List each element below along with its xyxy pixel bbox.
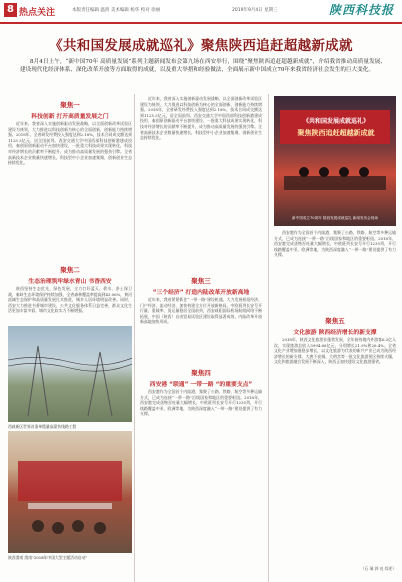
- section-heading-2: 聚焦二: [60, 266, 80, 274]
- section-subheading-1: 科技创新 打开高质量发展之门: [31, 114, 109, 120]
- section-subheading-5: 文化旅游 陕西经济增长的新支撑: [293, 330, 377, 336]
- page-header: [0, 0, 402, 24]
- photo-caption-1: 西咸新区世界首条单缆量高梁扶线路工程: [8, 424, 77, 429]
- photo-power-lines: [8, 326, 132, 422]
- banner-subtitle: 聚焦陕西追赶超越新成就: [297, 129, 375, 137]
- photo-power-lines-art: [8, 326, 132, 422]
- section-subheading-3: “三个经济” 打造内陆改革开放新高地: [152, 290, 250, 296]
- issue-date: 2019年9月4日 星期三: [232, 8, 278, 13]
- section-heading-5: 聚焦五: [325, 317, 345, 325]
- section-body-1-continued: 近年来，我省深入实施创新驱动发展战略，以全面创新改革试验区建设为统领，大力推进以科技创新为核心的全面创新，创新能力持续增强。2018年，全省研发经费投入强度达到2.18%，技术合同成交额达到1125.3亿元，居全国前列。西安交通大学中国西部科技创新港建成投用，秦创原创新驱动平台加快建设，一批重大科技成果实现转化，科技对经济增长的贡献率不断提升，成为推动高质量发展的强劲引擎。全省高新技术企业数量快速增长，科技型中小企业加速集聚，创新创业生态持续优化。: [140, 96, 262, 141]
- section-subheading-2: 生态治理筑牢绿水青山 书香西安: [28, 279, 112, 285]
- lead-paragraph: 8月4日上午，“新中国70年 高质量发展”系列主题新闻发布会第九场在西安举行，围绕“聚焦陕西追赶超越新成就”，介绍我省推动高质量发展、建设现代化经济体系、深化改革开放等方面取得的成就，以及重大举措和经验做法，全面展示新中国成立70年来我省经济社会发生的巨大变化。: [20, 59, 386, 74]
- section-body-1: 近年来，我省深入实施创新驱动发展战略，以全面创新改革试验区建设为统领，大力推进以科技创新为核心的全面创新，创新能力持续增强。2018年，全省研发经费投入强度达到2.18%，技术合同成交额达到1125.3亿元，居全国前列。西安交通大学中国西部科技创新港建成投用，秦创原创新驱动平台加快建设，一批重大科技成果实现转化，科技对经济增长的贡献率不断提升，成为推动高质量发展的强劲引擎。全省高新技术企业数量快速增长，科技型中小企业加速集聚，创新创业生态持续优化。: [8, 121, 132, 166]
- section-body-4: 西安港作为全国首个内陆港，集聚了公路、铁路、航空等多种运输方式，已成为连接“一带一路”沿线国家和地区的重要枢纽。2018年，西安港完成货物吞吐量大幅增长，中欧班列长安号开行1235列，开行线路覆盖中亚、欧洲等地，为陕西深度融入“一带一路”建设提供了有力支撑。: [140, 389, 262, 417]
- section-heading-3: 聚焦三: [191, 277, 211, 285]
- section-body-5: 2018年，陕西文化旅游业蓬勃发展，全年接待境内外游客6.3亿人次，实现旅游总收入5994.66亿元，分别增长21.9%和26.4%。全省文化产业增加值稳步增长，以文化旅游为代表的新兴产业已成为陕西经济增长的新支撑。大唐不夜城、大明宫等一批文化旅游景区持续火爆，文化和旅游融合发展不断深入，陕西正加快建设文化旅游强省。: [274, 337, 396, 365]
- section-subheading-4: 西安港 “联通” 一带一路 “的重要支点”: [149, 382, 253, 388]
- photo-event-stage-art: [8, 431, 132, 553]
- photo-press-conference: [274, 96, 396, 226]
- page-number: 8: [4, 3, 17, 17]
- masthead-logo: 陕西科技报: [328, 3, 394, 17]
- author-signoff: （石 瑞 郭 亮 综述）: [360, 566, 396, 571]
- column-divider: [268, 94, 269, 582]
- banner-title: 《共和国发展成就巡礼》: [302, 118, 369, 125]
- editors-line: 本版责任编辑 温鸿 美术编辑 杨华 校对 徐丽: [72, 8, 161, 13]
- photo-caption-0: 新中国成立70周年 陕西发展成就巡礼 新闻发布会现场: [292, 216, 378, 220]
- headline: 《共和国发展成就巡礼》聚焦陕西追赶超越新成就: [49, 38, 353, 54]
- section-body-4-continued: 西安港作为全国首个内陆港，集聚了公路、铁路、航空等多种运输方式，已成为连接“一带一路”沿线国家和地区的重要枢纽。2018年，西安港完成货物吞吐量大幅增长，中欧班列长安号开行1235列，开行线路覆盖中亚、欧洲等地，为陕西深度融入“一带一路”建设提供了有力支撑。: [274, 230, 396, 258]
- section-body-2: 陕西坚持生态优先、绿色发展，全力打好蓝天、碧水、净土保卫战，秦岭生态环境保护持续加强，全省森林覆盖率提高到43.06%，黄河流域生态保护和高质量发展扎实推进，城乡人居环境明显改善。同时，西安大力推进书香城市建设，公共文化服务体系日益完善，群众文化生活更加丰富多彩，城市文化软实力不断增强。: [8, 286, 132, 314]
- photo-caption-2: 陕西渭南 渭南“2018年中国大型主题活动启动”: [8, 555, 88, 560]
- section-title: 热点关注: [19, 8, 56, 18]
- photo-event-stage: [8, 431, 132, 553]
- section-heading-1: 聚焦一: [60, 101, 80, 109]
- column-divider: [134, 94, 135, 582]
- section-heading-4: 聚焦四: [191, 369, 211, 377]
- section-body-3: 近年来，我省紧紧抓住“一带一路”建设机遇，大力发展枢纽经济、门户经济、流动经济，加快构建全方位开放新格局。中欧班列长安号开行量、重载率、货运量稳居全国前列，西安咸阳国际机场航线网络不断拓展，中国（陕西）自由贸易试验区建设取得显著成效，内陆改革开放新高地加快形成。: [140, 297, 262, 325]
